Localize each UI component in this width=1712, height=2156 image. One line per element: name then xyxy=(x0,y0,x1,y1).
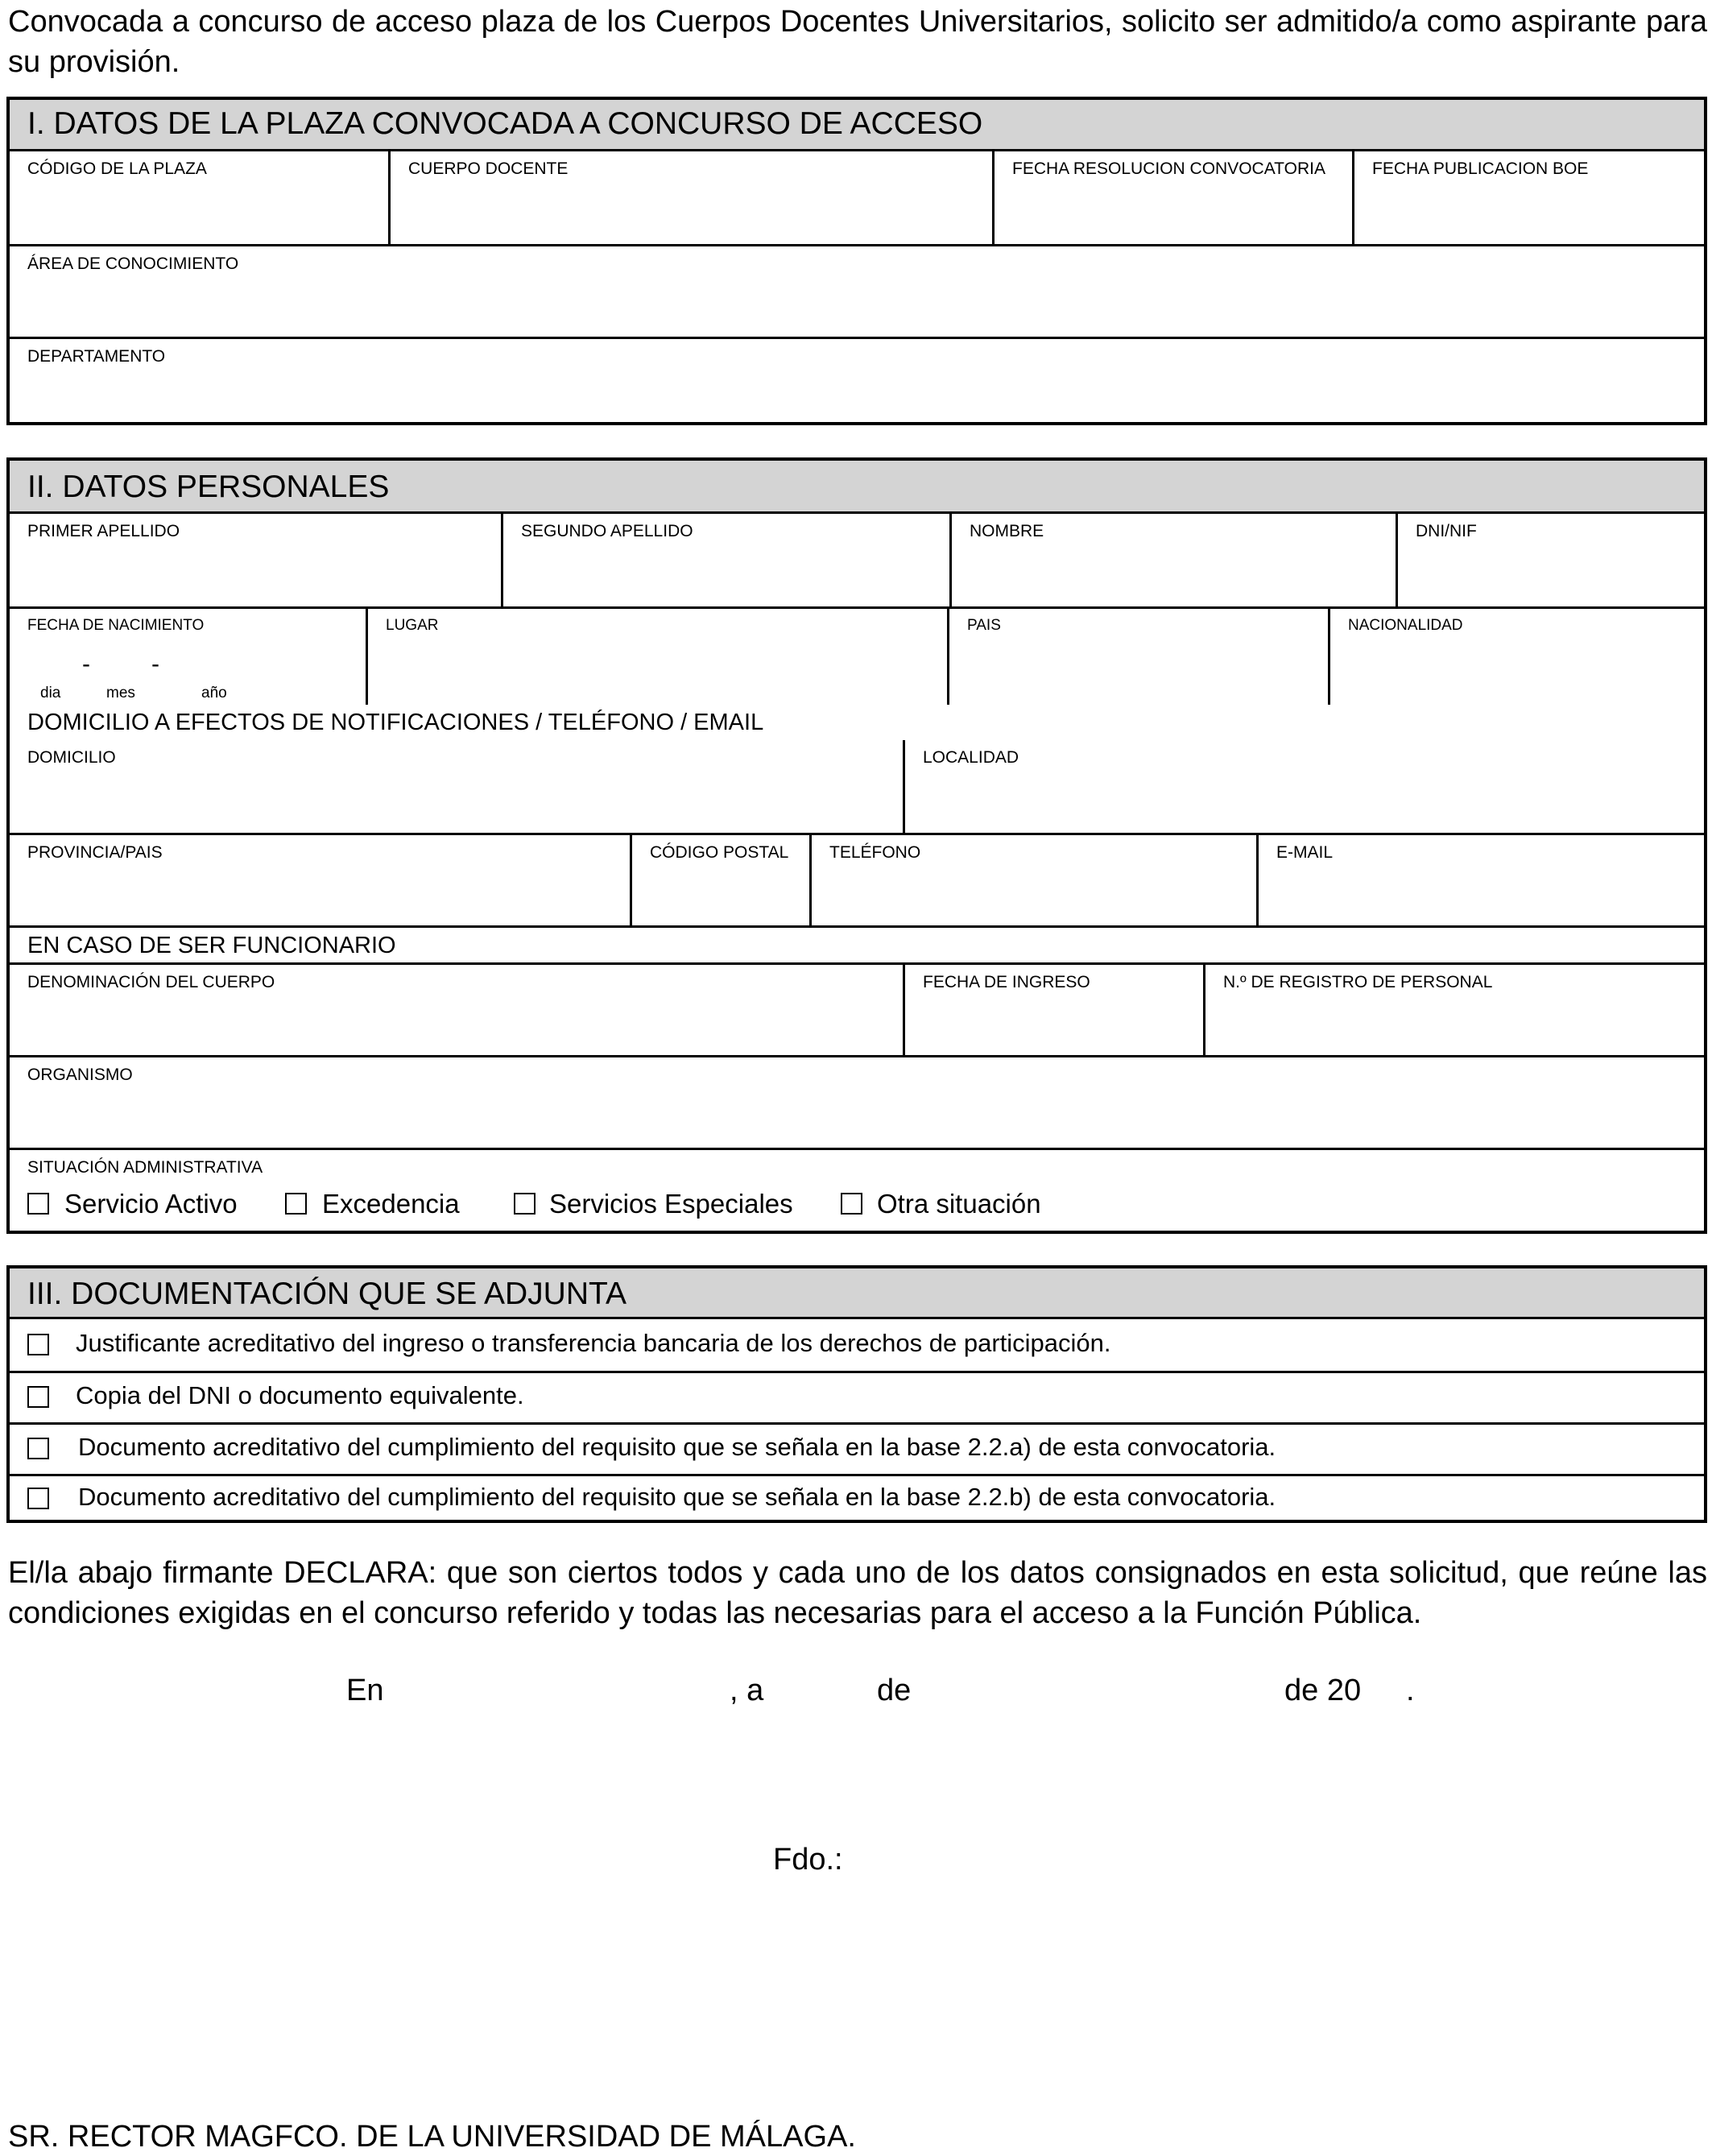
checkbox-doc-justificante[interactable] xyxy=(27,1334,49,1355)
label-codigo-postal: CÓDIGO POSTAL xyxy=(650,843,789,862)
field-departamento[interactable] xyxy=(10,337,1704,422)
field-primer-apellido[interactable] xyxy=(10,514,501,606)
label-codigo-plaza: CÓDIGO DE LA PLAZA xyxy=(27,159,207,178)
label-pais: PAIS xyxy=(967,617,1001,634)
field-organismo[interactable] xyxy=(10,1055,1704,1148)
date-separator-2: - xyxy=(151,651,159,677)
field-registro-personal[interactable] xyxy=(1203,962,1704,1055)
label-mes: mes xyxy=(106,685,135,701)
doc-item-label: Documento acreditativo del cumplimiento del requisito que se señala en la base 2.2.a) de esta convocatoria. xyxy=(78,1433,1276,1461)
doc-item[interactable] xyxy=(10,1474,1704,1520)
checkbox-excedencia[interactable] xyxy=(285,1193,307,1215)
field-fecha-boe[interactable] xyxy=(1352,151,1704,244)
field-codigo-postal[interactable] xyxy=(630,833,809,925)
field-situacion-administrativa xyxy=(10,1148,1704,1231)
label-lugar: LUGAR xyxy=(386,617,439,634)
option-otra-situacion: Otra situación xyxy=(877,1189,1041,1219)
doc-item-label: Copia del DNI o documento equivalente. xyxy=(76,1381,524,1409)
label-area-conocimiento: ÁREA DE CONOCIMIENTO xyxy=(27,254,239,273)
doc-item-label: Justificante acreditativo del ingreso o transferencia bancaria de los derechos de participación. xyxy=(76,1329,1111,1357)
section-documentacion-title: III. DOCUMENTACIÓN QUE SE ADJUNTA xyxy=(10,1268,1704,1319)
section-plaza xyxy=(6,97,1707,425)
field-nombre[interactable] xyxy=(949,514,1396,606)
doc-item[interactable] xyxy=(10,1319,1704,1371)
field-nacionalidad[interactable] xyxy=(1328,606,1704,705)
label-domicilio: DOMICILIO xyxy=(27,748,116,767)
label-localidad: LOCALIDAD xyxy=(923,748,1019,767)
checkbox-doc-dni[interactable] xyxy=(27,1386,49,1408)
field-denominacion-cuerpo[interactable] xyxy=(10,962,903,1055)
recipient: SR. RECTOR MAGFCO. DE LA UNIVERSIDAD DE MÁLAGA. xyxy=(8,2120,856,2154)
checkbox-servicio-activo[interactable] xyxy=(27,1193,49,1215)
field-email[interactable] xyxy=(1256,833,1704,925)
field-dni[interactable] xyxy=(1396,514,1704,606)
declaration-paragraph: El/la abajo firmante DECLARA: que son ciertos todos y cada uno de los datos consignados en esta solicitud, que reúne las condiciones exigidas en el concurso referido y todas las necesarias para el acceso a la Función Pública. xyxy=(8,1556,1707,1630)
date-de-1: de xyxy=(877,1674,912,1707)
checkbox-servicios-especiales[interactable] xyxy=(514,1193,536,1215)
label-nombre: NOMBRE xyxy=(970,522,1044,540)
field-fecha-nacimiento[interactable] xyxy=(10,606,366,705)
checkbox-otra-situacion[interactable] xyxy=(841,1193,862,1215)
label-departamento: DEPARTAMENTO xyxy=(27,347,166,366)
field-codigo-plaza[interactable] xyxy=(10,151,388,244)
doc-item[interactable] xyxy=(10,1371,1704,1422)
label-registro-personal: N.º DE REGISTRO DE PERSONAL xyxy=(1223,973,1493,991)
label-nacionalidad: NACIONALIDAD xyxy=(1348,617,1463,634)
field-cuerpo-docente[interactable] xyxy=(388,151,992,244)
label-organismo: ORGANISMO xyxy=(27,1066,133,1084)
label-telefono: TELÉFONO xyxy=(829,843,921,862)
place-en: En xyxy=(346,1674,384,1707)
date-de-2: de 20 xyxy=(1284,1674,1362,1707)
field-localidad[interactable] xyxy=(903,740,1704,833)
option-servicios-especiales: Servicios Especiales xyxy=(549,1189,793,1219)
label-provincia: PROVINCIA/PAIS xyxy=(27,843,163,862)
date-end: . xyxy=(1406,1674,1415,1707)
section-documentacion xyxy=(6,1265,1707,1523)
subheading-funcionario-text: EN CASO DE SER FUNCIONARIO xyxy=(27,933,396,958)
label-anio: año xyxy=(201,685,227,701)
label-situacion-administrativa: SITUACIÓN ADMINISTRATIVA xyxy=(27,1158,263,1177)
label-segundo-apellido: SEGUNDO APELLIDO xyxy=(521,522,693,540)
option-excedencia: Excedencia xyxy=(322,1189,460,1219)
label-fecha-resolucion: FECHA RESOLUCION CONVOCATORIA xyxy=(1012,159,1325,178)
field-domicilio[interactable] xyxy=(10,740,903,833)
label-dni: DNI/NIF xyxy=(1416,522,1477,540)
label-fecha-boe: FECHA PUBLICACION BOE xyxy=(1372,159,1589,178)
signature-label: Fdo.: xyxy=(773,1843,843,1877)
subheading-domicilio xyxy=(10,705,1704,740)
field-telefono[interactable] xyxy=(809,833,1256,925)
option-servicio-activo: Servicio Activo xyxy=(64,1189,238,1219)
doc-item-label: Documento acreditativo del cumplimiento del requisito que se señala en la base 2.2.b) de esta convocatoria. xyxy=(78,1483,1276,1511)
label-email: E-MAIL xyxy=(1276,843,1334,862)
section-datos-personales-title: II. DATOS PERSONALES xyxy=(10,461,1704,514)
subheading-domicilio-text: DOMICILIO A EFECTOS DE NOTIFICACIONES / TELÉFONO / EMAIL xyxy=(27,710,764,735)
label-primer-apellido: PRIMER APELLIDO xyxy=(27,522,180,540)
label-dia: dia xyxy=(40,685,61,701)
field-lugar[interactable] xyxy=(366,606,947,705)
field-area-conocimiento[interactable] xyxy=(10,244,1704,337)
intro-paragraph: Convocada a concurso de acceso plaza de los Cuerpos Docentes Universitarios, solicito ser admitido/a como aspirante para su provisión. xyxy=(8,5,1707,79)
field-provincia[interactable] xyxy=(10,833,630,925)
label-fecha-ingreso: FECHA DE INGRESO xyxy=(923,973,1090,991)
field-fecha-resolucion[interactable] xyxy=(992,151,1352,244)
doc-item[interactable] xyxy=(10,1422,1704,1474)
field-segundo-apellido[interactable] xyxy=(501,514,949,606)
field-fecha-ingreso[interactable] xyxy=(903,962,1203,1055)
place-a: , a xyxy=(730,1674,764,1707)
section-plaza-title: I. DATOS DE LA PLAZA CONVOCADA A CONCURSO DE ACCESO xyxy=(10,100,1704,151)
section-datos-personales xyxy=(6,457,1707,1234)
label-fecha-nacimiento: FECHA DE NACIMIENTO xyxy=(27,617,205,634)
field-pais[interactable] xyxy=(947,606,1328,705)
checkbox-doc-requisito-b[interactable] xyxy=(27,1488,49,1509)
label-denominacion-cuerpo: DENOMINACIÓN DEL CUERPO xyxy=(27,973,275,991)
checkbox-doc-requisito-a[interactable] xyxy=(27,1438,49,1459)
date-separator-1: - xyxy=(82,651,90,677)
label-cuerpo-docente: CUERPO DOCENTE xyxy=(408,159,569,178)
subheading-funcionario xyxy=(10,925,1704,962)
